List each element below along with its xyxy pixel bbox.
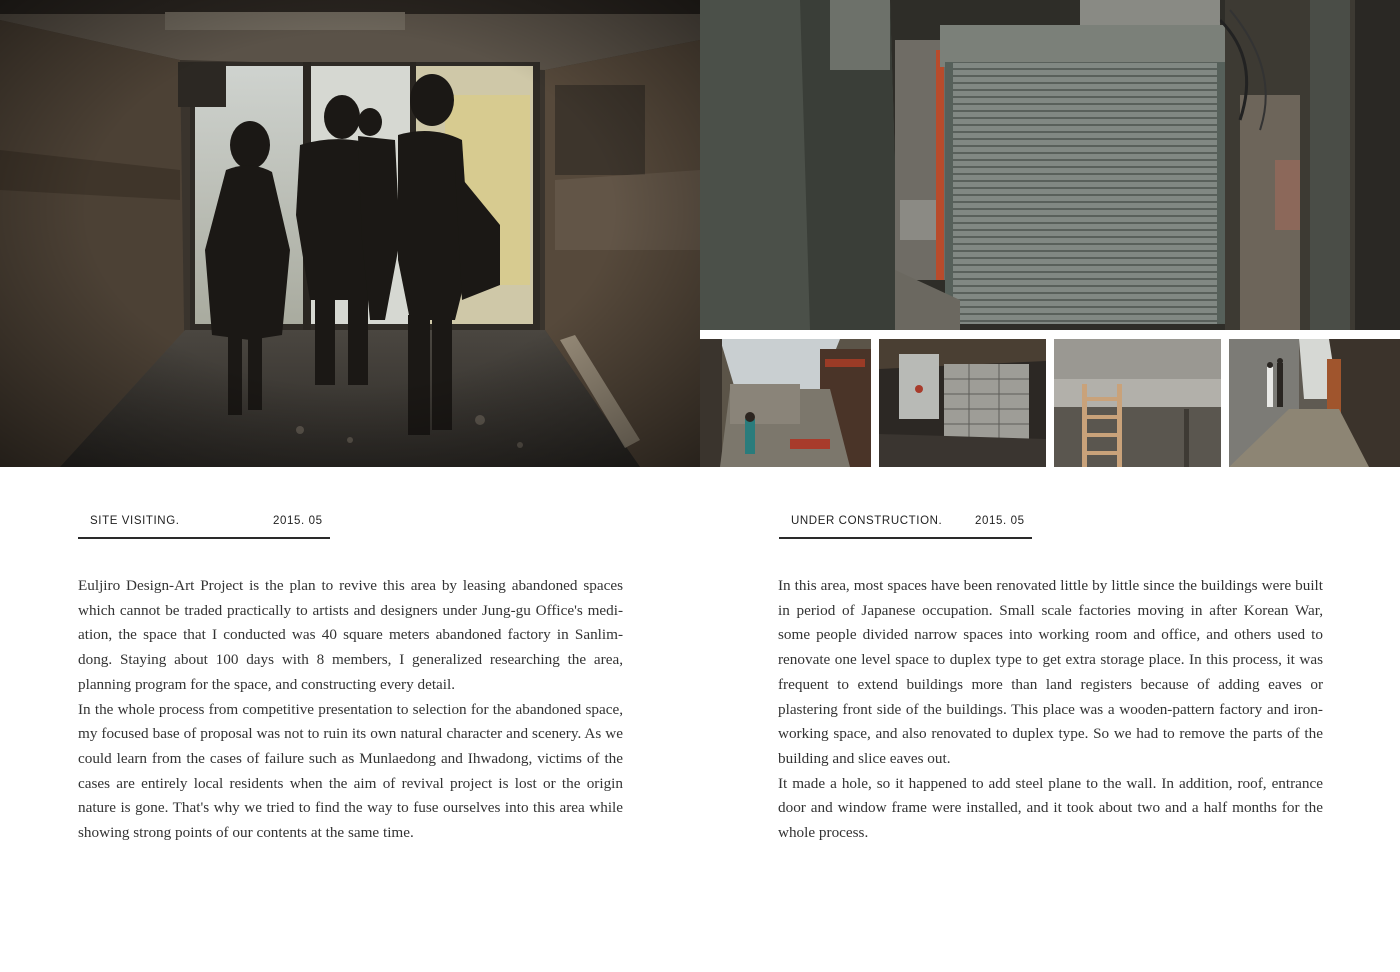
rolling-shutter-photo <box>700 0 1400 330</box>
paragraph: In this area, most spaces have been renovated little by little since the buildings were built in period of Japanese occupation. Small scale factories moving in after Korean War, some people divided narrow spaces into working room and office, and others used to renovate one level space to duplex type to get extra storage place. In this process, it was frequent to extend buildings more than land registers because of adding eaves or plastering front side of the buildings. This place was a wooden-pattern factory and iron-working space, and also renovated to duplex type. So we had to remove the parts of the building and slice eaves out. <box>778 577 1323 767</box>
paragraph: It made a hole, so it happened to add steel plane to the wall. In addition, roof, entrance door and window frame were installed, and it took about two and a half months for the whole process. <box>778 774 1323 842</box>
under-construction-header <box>779 511 1032 539</box>
alley-workers-photo <box>700 339 871 467</box>
paragraph: Euljiro Design-Art Project is the plan to revive this area by leasing abandoned spaces which cannot be traded practically to artists and designers under Jung-gu Office's mediation, the space that I conducted was 40 square meters abandoned factory in Sanlim-dong. Staying about 100 days with 8 members, I generalized researching the area, planning program for the space, and constructing every detail. <box>78 577 623 693</box>
section-date: 2015. 05 <box>273 515 323 527</box>
paragraph: In the whole process from competitive presentation to selection for the abandoned space, my focused base of proposal was not to ruin its own natural character and scenery. As we could learn from the cases of failure such as Munlaedong and Ihwadong, victims of the cases are entirely local residents when the aim of revival project is lost or the origin nature is gone. That's why we tried to find the way to fuse ourselves into this area while showing strong points of our contents at the same time. <box>78 700 623 842</box>
interior-window-photo <box>879 339 1046 467</box>
under-construction-text <box>778 574 1323 846</box>
site-visit-photo <box>0 0 700 467</box>
site-visiting-header <box>78 511 330 539</box>
ladder-photo <box>1054 339 1221 467</box>
site-visiting-text <box>78 574 623 846</box>
section-label: UNDER CONSTRUCTION. <box>791 515 943 527</box>
section-label: SITE VISITING. <box>90 515 180 527</box>
section-date: 2015. 05 <box>975 515 1025 527</box>
narrow-alley-photo <box>1229 339 1400 467</box>
